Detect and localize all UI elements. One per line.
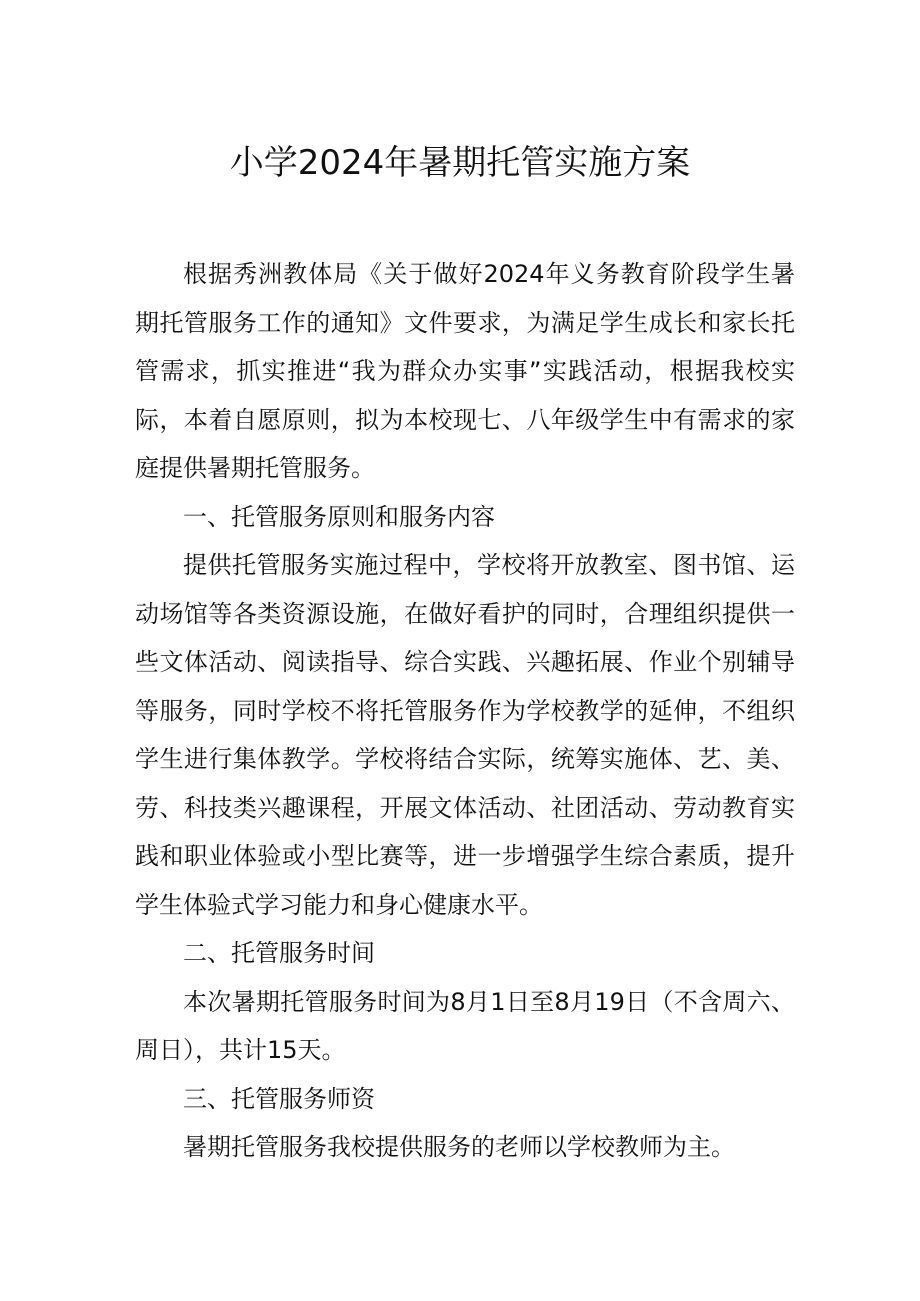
- section-2-heading: 二、托管服务时间: [183, 939, 375, 967]
- document-body: [135, 250, 795, 1172]
- section-1-heading: 一、托管服务原则和服务内容: [183, 502, 495, 531]
- section-3-paragraph: 暑期托管服务我校提供服务的老师以学校教师为主。: [183, 1133, 735, 1161]
- section-2-paragraph: 本次暑期托管服务时间为8月1日至8月19日（不含周六、周日），共计15天。: [135, 987, 795, 1064]
- intro-paragraph: 根据秀洲教体局《关于做好2024年义务教育阶段学生暑期托管服务工作的通知》文件要求，为满足学生成长和家长托管需求，抓实推进“我为群众办实事”实践活动，根据我校实际，本着自愿原则，拟为本校现七、八年级学生中有需求的家庭提供暑期托管服务。: [135, 260, 795, 482]
- document-title: 小学2024年暑期托管实施方案: [229, 143, 691, 183]
- section-3-heading: 三、托管服务师资: [183, 1084, 375, 1113]
- section-1-paragraph: 提供托管服务实施过程中，学校将开放教室、图书馆、运动场馆等各类资源设施，在做好看护的同时，合理组织提供一些文体活动、阅读指导、综合实践、兴趣拓展、作业个别辅导等服务，同时学校不将托管服务作为学校教学的延伸，不组织学生进行集体教学。学校将结合实际，统筹实施体、艺、美、劳、科技类兴趣课程，开展文体活动、社团活动、劳动教育实践和职业体验或小型比赛等，进一步增强学生综合素质，提升学生体验式学习能力和身心健康水平。: [135, 551, 795, 919]
